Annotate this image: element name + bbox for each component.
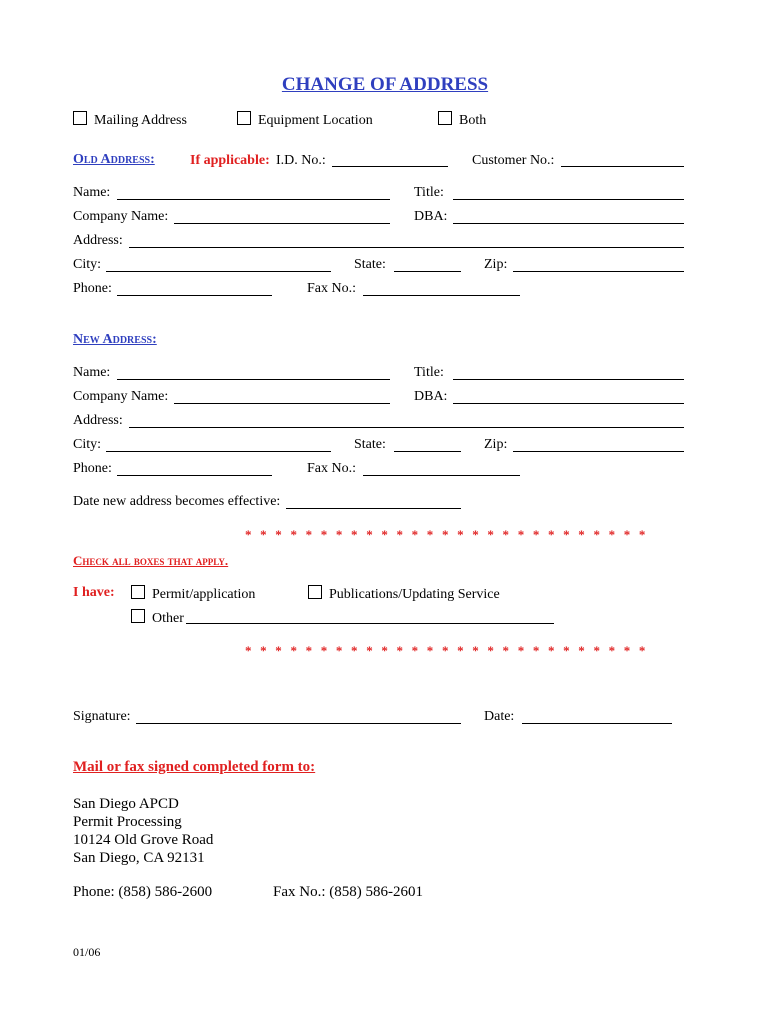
other-field[interactable] <box>186 623 554 624</box>
mail-line-3: 10124 Old Grove Road <box>73 832 214 848</box>
old-zip-label: Zip: <box>484 257 508 272</box>
old-customer-label: Customer No.: <box>472 153 555 168</box>
permit-option[interactable] <box>131 585 255 603</box>
publications-checkbox[interactable] <box>308 585 322 599</box>
revision-date: 01/06 <box>73 945 101 959</box>
new-zip-label: Zip: <box>484 437 508 452</box>
new-title-field[interactable] <box>453 379 684 380</box>
new-company-field[interactable] <box>174 403 390 404</box>
effective-date-field[interactable] <box>286 508 461 509</box>
old-fax-field[interactable] <box>363 295 520 296</box>
new-phone-label: Phone: <box>73 461 112 476</box>
new-address-heading: New Address: <box>73 332 157 347</box>
new-zip-field[interactable] <box>513 451 684 452</box>
new-phone-field[interactable] <box>117 475 272 476</box>
equipment-location-label: Equipment Location <box>258 113 373 128</box>
equipment-location-checkbox[interactable] <box>237 111 251 125</box>
new-state-field[interactable] <box>394 451 461 452</box>
old-name-label: Name: <box>73 185 111 200</box>
mailing-address-option[interactable] <box>73 111 187 129</box>
old-zip-field[interactable] <box>513 271 684 272</box>
mail-line-4: San Diego, CA 92131 <box>73 850 205 866</box>
old-dba-label: DBA: <box>414 209 448 224</box>
old-city-field[interactable] <box>106 271 331 272</box>
mailing-address-label: Mailing Address <box>94 113 187 128</box>
old-address-heading: Old Address: <box>73 152 155 167</box>
publications-option[interactable] <box>308 585 500 603</box>
other-label: Other <box>152 611 184 626</box>
date-field[interactable] <box>522 723 672 724</box>
old-id-label: I.D. No.: <box>276 153 326 168</box>
if-applicable-label: If applicable: <box>190 153 270 168</box>
old-title-field[interactable] <box>453 199 684 200</box>
old-city-label: City: <box>73 257 102 272</box>
new-state-label: State: <box>354 437 386 452</box>
old-dba-field[interactable] <box>453 223 684 224</box>
signature-field[interactable] <box>136 723 461 724</box>
separator-top: * * * * * * * * * * * * * * * * * * * * * * * * * * * <box>245 527 649 542</box>
old-address-field[interactable] <box>129 247 684 248</box>
new-dba-label: DBA: <box>414 389 448 404</box>
new-company-label: Company Name: <box>73 389 169 404</box>
permit-checkbox[interactable] <box>131 585 145 599</box>
permit-label: Permit/application <box>152 587 256 602</box>
new-fax-label: Fax No.: <box>307 461 356 476</box>
new-title-label: Title: <box>414 365 444 380</box>
mail-line-2: Permit Processing <box>73 814 182 830</box>
check-boxes-heading: Check all boxes that apply. <box>73 553 229 568</box>
mailing-address-checkbox[interactable] <box>73 111 87 125</box>
old-name-field[interactable] <box>117 199 390 200</box>
mail-phone: Phone: (858) 586-2600 <box>73 884 213 900</box>
other-option[interactable] <box>131 609 184 627</box>
both-checkbox[interactable] <box>438 111 452 125</box>
old-company-field[interactable] <box>174 223 390 224</box>
old-address-label: Address: <box>73 233 123 248</box>
new-city-field[interactable] <box>106 451 331 452</box>
new-fax-field[interactable] <box>363 475 520 476</box>
publications-label: Publications/Updating Service <box>329 587 500 602</box>
old-state-field[interactable] <box>394 271 461 272</box>
new-address-field[interactable] <box>129 427 684 428</box>
i-have-label: I have: <box>73 585 115 600</box>
new-dba-field[interactable] <box>453 403 684 404</box>
new-address-label: Address: <box>73 413 123 428</box>
old-company-label: Company Name: <box>73 209 169 224</box>
new-city-label: City: <box>73 437 102 452</box>
page-title: CHANGE OF ADDRESS <box>281 74 489 95</box>
effective-date-label: Date new address becomes effective: <box>73 494 281 509</box>
old-phone-label: Phone: <box>73 281 112 296</box>
mail-line-1: San Diego APCD <box>73 796 179 812</box>
signature-label: Signature: <box>73 709 131 724</box>
new-name-field[interactable] <box>117 379 390 380</box>
old-state-label: State: <box>354 257 386 272</box>
old-phone-field[interactable] <box>117 295 272 296</box>
old-fax-label: Fax No.: <box>307 281 356 296</box>
both-option[interactable] <box>438 111 486 129</box>
mail-heading: Mail or fax signed completed form to: <box>73 759 316 775</box>
both-label: Both <box>459 113 487 128</box>
other-checkbox[interactable] <box>131 609 145 623</box>
old-id-field[interactable] <box>332 166 448 167</box>
old-title-label: Title: <box>414 185 444 200</box>
new-name-label: Name: <box>73 365 111 380</box>
equipment-location-option[interactable] <box>237 111 373 129</box>
mail-fax: Fax No.: (858) 586-2601 <box>273 884 423 900</box>
separator-bottom: * * * * * * * * * * * * * * * * * * * * * * * * * * * <box>245 643 649 658</box>
old-customer-field[interactable] <box>561 166 684 167</box>
date-label: Date: <box>484 709 515 724</box>
